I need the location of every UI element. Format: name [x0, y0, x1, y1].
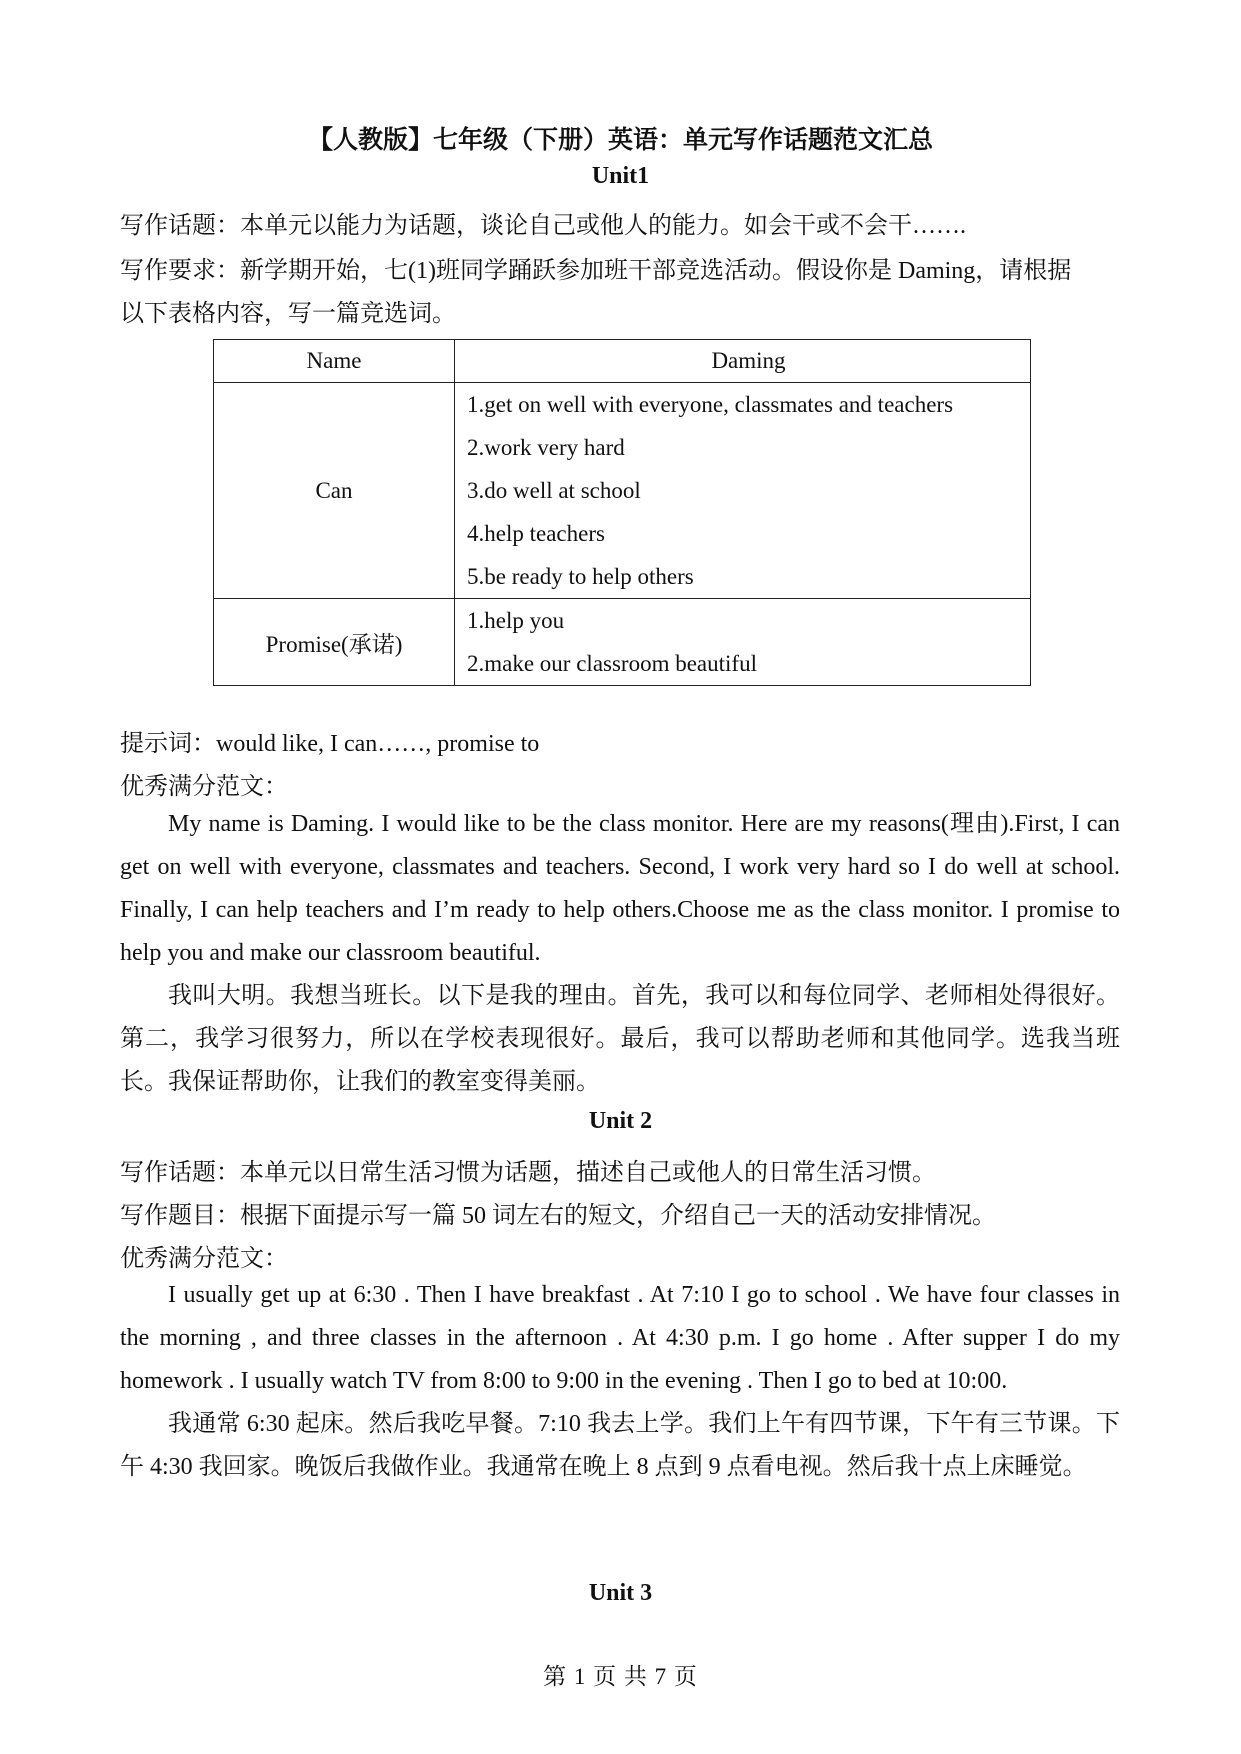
can-item: 5.be ready to help others: [467, 564, 694, 589]
unit1-requirement-line1: 写作要求：新学期开始，七(1)班同学踊跃参加班干部竞选活动。假设你是 Daming，请根据: [120, 258, 1072, 284]
can-item: 3.do well at school: [467, 478, 641, 503]
header-value-cell: Daming: [455, 340, 1031, 383]
promise-label-cell: Promise(承诺): [214, 599, 455, 686]
header-name-cell: Name: [214, 340, 455, 383]
unit2-title-requirement: 写作题目：根据下面提示写一篇 50 词左右的短文，介绍自己一天的活动安排情况。: [120, 1203, 996, 1229]
unit2-essay-chinese: 我通常 6:30 起床。然后我吃早餐。7:10 我去上学。我们上午有四节课，下午有三节课。下午 4:30 我回家。晚饭后我做作业。我通常在晚上 8 点到 9 点看电视。然后我十点上床睡觉。: [120, 1411, 1120, 1480]
unit3-heading: Unit 3: [588, 1580, 653, 1606]
promise-items-cell: [455, 599, 1031, 686]
unit1-essay-chinese: 我叫大明。我想当班长。以下是我的理由。首先，我可以和每位同学、老师相处得很好。第二，我学习很努力，所以在学校表现很好。最后，我可以帮助老师和其他同学。选我当班长。我保证帮助你，让我们的教室变得美丽。: [120, 983, 1120, 1095]
unit1-requirement-line2: 以下表格内容，写一篇竞选词。: [120, 301, 456, 327]
table-row: [214, 599, 1031, 686]
can-item: 1.get on well with everyone, classmates and teachers: [467, 392, 954, 417]
unit1-topic: 写作话题：本单元以能力为话题，谈论自己或他人的能力。如会干或不会干…….: [120, 213, 966, 239]
unit1-hint: 提示词：would like, I can……, promise to: [120, 731, 540, 757]
unit1-sample-label: 优秀满分范文：: [120, 774, 288, 800]
table-row: [214, 340, 1031, 383]
candidate-info-table: [213, 339, 1031, 686]
can-label-cell: Can: [214, 383, 455, 599]
unit2-topic: 写作话题：本单元以日常生活习惯为话题，描述自己或他人的日常生活习惯。: [120, 1160, 936, 1186]
table-row: [214, 383, 1031, 599]
unit1-heading: Unit1: [591, 163, 650, 189]
unit2-sample-label: 优秀满分范文：: [120, 1246, 288, 1272]
can-item: 2.work very hard: [467, 435, 625, 460]
unit2-essay-english: I usually get up at 6:30 . Then I have breakfast . At 7:10 I go to school . We have four classes in the morning , and three classes in the afternoon . At 4:30 p.m. I go home . After supper I do my homework . I usually watch TV from 8:00 to 9:00 in the evening . Then I go to bed at 10:00.: [120, 1282, 1120, 1394]
can-item: 4.help teachers: [467, 521, 605, 546]
unit2-heading: Unit 2: [588, 1108, 653, 1134]
can-items-cell: [455, 383, 1031, 599]
promise-item: 1.help you: [467, 608, 565, 633]
page-footer: 第 1 页 共 7 页: [543, 1664, 698, 1689]
unit1-essay-english: My name is Daming. I would like to be the class monitor. Here are my reasons(理由).First, I can get on well with everyone, classmates and teachers. Second, I work very hard so I do well at school. Finally, I can help teachers and I’m ready to help others.Choose me as the class monitor. I promise to help you and make our classroom beautiful.: [120, 811, 1120, 966]
document-title: 【人教版】七年级（下册）英语：单元写作话题范文汇总: [307, 127, 933, 154]
promise-item: 2.make our classroom beautiful: [467, 651, 757, 676]
